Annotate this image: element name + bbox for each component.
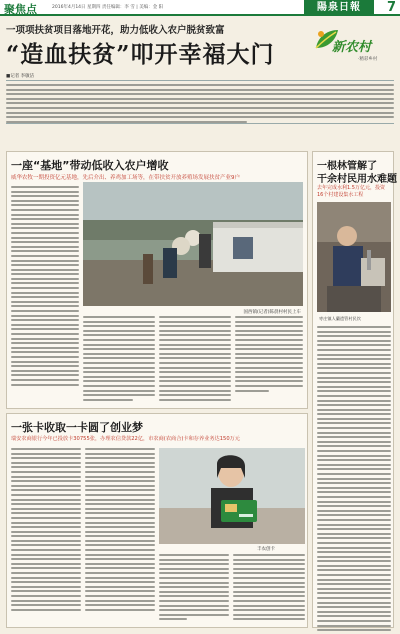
story-base-col2 <box>83 316 155 401</box>
story-base-col4 <box>235 316 303 392</box>
story-card-deck: 瑞安农商银行今年已投放卡30755张，办理农信贷款22亿，市农商(农商合)卡和存养业务达150万元 <box>11 436 240 442</box>
photo-card-caption: 丰农创卡 <box>257 547 275 552</box>
photo-woman-with-card <box>159 448 305 544</box>
lead-paragraph <box>6 80 394 124</box>
story-card-title: 一张卡收取一卡圆了创业梦 <box>11 421 143 434</box>
story-card-col3 <box>159 554 229 620</box>
story-card-col4 <box>233 554 305 620</box>
story-water-deck: 去年完成水利1.5万亿元，投资16个村建设集水工程 <box>317 185 385 198</box>
story-base <box>6 151 308 409</box>
story-water-title: 一根林管解了 <box>317 161 377 172</box>
story-water-title-line2: 干余村民用水难题 <box>317 174 397 185</box>
page-header <box>0 0 400 16</box>
page-number: 7 <box>386 0 396 15</box>
story-water-pipe <box>312 151 397 628</box>
story-card-col1 <box>11 448 81 611</box>
story-base-deck: 威华农牧一期投资亿元基地，先后介出、养鸡加工场等，在带扶贫开放养殖场发展扶贫产业9户 <box>11 175 241 181</box>
story-base-col1 <box>11 186 79 386</box>
photo-water-caption: 枣庄镇人蘭遗管村民饮 <box>319 316 361 321</box>
masthead: 陽泉日報 <box>304 0 374 15</box>
new-village-logo <box>314 26 386 76</box>
story-base-title: 一座“基地”带动低收入农户增收 <box>11 159 169 172</box>
headline-subtitle: 一项项扶贫项目落地开花，助力低收入农户脱贫致富 <box>6 25 225 36</box>
story-card-col2 <box>85 448 155 611</box>
logo-subtext: ·精彩乡村 <box>358 57 378 62</box>
dateline: 2016年4月14日 星期四 责任编辑：李 雪 | 美编：金 阳 <box>52 5 164 10</box>
story-card <box>6 413 308 628</box>
photo-loading-goods-caption: 国西镇(记者)陈晨村村民上车 <box>243 310 301 315</box>
logo-text: 新农村 <box>332 40 372 55</box>
section-name: 聚焦点 <box>4 3 37 16</box>
story-base-col3 <box>159 316 231 401</box>
story-water-text <box>317 326 391 634</box>
headline-title: “造血扶贫”叩开幸福大门 <box>6 41 275 68</box>
photo-loading-goods <box>83 182 303 306</box>
byline: ■记者 李敏洁 <box>6 74 35 79</box>
photo-water-tap <box>317 202 391 312</box>
